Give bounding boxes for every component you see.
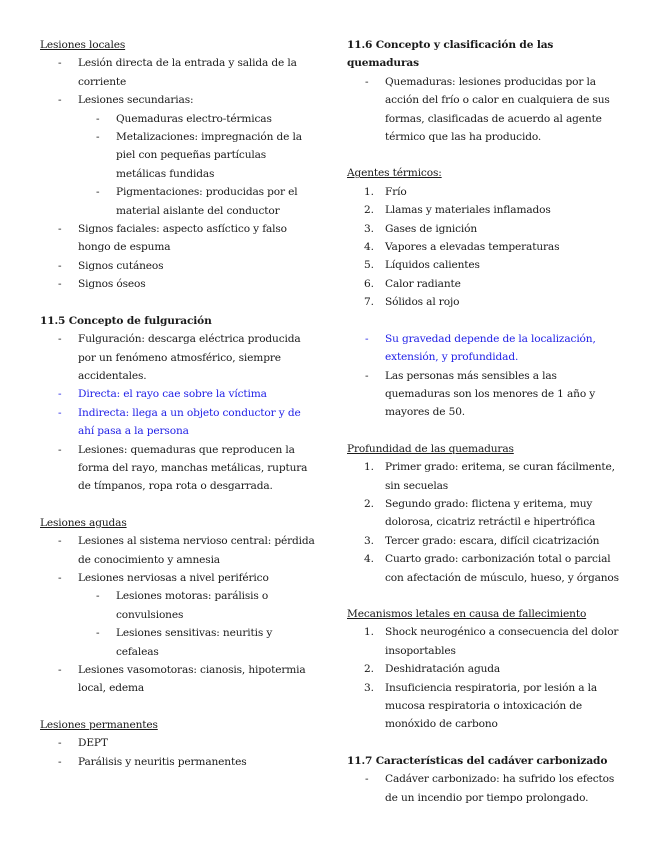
dash-bullet: - — [58, 333, 62, 346]
list-item-text: Líquidos calientes — [385, 259, 480, 272]
list-item-text: Lesiones: quemaduras que reproducen la forma del rayo, manchas metálicas, ruptura de tímpanos, ropa rota o desgarrada. — [78, 443, 308, 493]
list-profundidad — [347, 458, 622, 587]
dash-bullet: - — [365, 369, 369, 382]
list-item-text: Signos óseos — [78, 278, 146, 291]
list-item-highlighted — [347, 330, 622, 367]
number-marker: 4. — [364, 241, 374, 254]
dash-bullet: - — [58, 571, 62, 584]
numbered-item — [347, 183, 622, 201]
dash-bullet: - — [58, 259, 62, 272]
list-item-text: Shock neurogénico a consecuencia del dolor insoportables — [385, 626, 619, 657]
list-fulguracion — [40, 330, 315, 496]
number-marker: 1. — [364, 185, 374, 198]
list-item-text: Las personas más sensibles a las quemaduras son los menores de 1 año y mayores de 50. — [385, 369, 596, 419]
list-lesiones-agudas — [40, 532, 315, 698]
numbered-item — [347, 293, 622, 311]
list-quemaduras — [347, 73, 622, 147]
dash-bullet: - — [58, 406, 62, 419]
list-item-text: Directa: el rayo cae sobre la víctima — [78, 388, 267, 401]
dash-bullet: - — [96, 627, 100, 640]
list-item-text: Cuarto grado: carbonización total o parcial con afectación de músculo, hueso, y órganos — [385, 553, 619, 584]
list-item — [40, 441, 315, 496]
number-marker: 7. — [364, 296, 374, 309]
dash-bullet: - — [365, 773, 369, 786]
list-item-text: Indirecta: llega a un objeto conductor y de ahí pasa a la persona — [78, 406, 301, 438]
numbered-item — [347, 220, 622, 238]
dash-bullet: - — [96, 112, 100, 125]
dash-bullet: - — [96, 131, 100, 144]
dash-bullet: - — [365, 75, 369, 88]
list-item-text: Primer grado: eritema, se curan fácilmente, sin secuelas — [385, 461, 615, 492]
numbered-item — [347, 275, 622, 293]
section-title-lesiones-locales: Lesiones locales — [40, 39, 126, 51]
list-item — [40, 330, 315, 385]
list-item — [40, 257, 315, 275]
list-item-text: Lesiones motoras: parálisis o convulsiones — [116, 590, 269, 621]
list-item-text: Sólidos al rojo — [385, 296, 460, 309]
list-item-highlighted — [40, 404, 315, 441]
list-item-text: Quemaduras electro-térmicas — [116, 112, 272, 125]
dash-bullet: - — [58, 755, 62, 768]
dash-bullet: - — [58, 535, 62, 548]
list-agentes-notes — [347, 330, 622, 422]
number-marker: 1. — [364, 626, 374, 639]
dash-bullet: - — [58, 94, 62, 107]
list-item — [40, 569, 315, 661]
list-item-text: Lesiones secundarias: — [78, 94, 194, 107]
list-lesiones-permanentes — [40, 734, 315, 771]
list-agentes-termicos — [347, 183, 622, 312]
list-item-text: Lesión directa de la entrada y salida de la corriente — [78, 57, 297, 88]
numbered-item — [347, 201, 622, 219]
list-item-text: Fulguración: descarga eléctrica producida por un fenómeno atmosférico, siempre accidentales. — [78, 333, 301, 382]
section-title-mecanismos-letales: Mecanismos letales en causa de fallecimiento — [347, 607, 587, 620]
list-item — [40, 91, 315, 220]
dash-bullet: - — [58, 443, 62, 456]
list-item — [40, 275, 315, 293]
list-item-text: Llamas y materiales inflamados — [385, 204, 551, 217]
list-item-text: Vapores a elevadas temperaturas — [385, 241, 560, 254]
section-title-cadaver-carbonizado: 11.7 Características del cadáver carbonizado — [347, 754, 608, 767]
number-marker: 3. — [364, 681, 374, 694]
left-column — [40, 36, 315, 771]
list-item — [347, 73, 622, 147]
sub-list-item — [78, 110, 315, 128]
list-item-text: Tercer grado: escara, difícil cicatrización — [385, 534, 600, 547]
dash-bullet: - — [96, 590, 100, 603]
numbered-item — [347, 660, 622, 678]
list-item-text: Deshidratación aguda — [385, 663, 501, 676]
section-title-lesiones-agudas: Lesiones agudas — [40, 516, 127, 529]
right-column — [347, 36, 622, 807]
list-item-text: Segundo grado: flictena y eritema, muy dolorosa, cicatriz retráctil e hipertrófica — [385, 497, 596, 529]
dash-bullet: - — [365, 332, 369, 345]
dash-bullet: - — [58, 737, 62, 750]
list-mecanismos-letales — [347, 623, 622, 733]
list-item-text: Signos faciales: aspecto asfíctico y falso hongo de espuma — [78, 223, 287, 254]
list-item-text: Pigmentaciones: producidas por el material aislante del conductor — [116, 186, 298, 217]
number-marker: 3. — [364, 222, 374, 235]
list-item — [347, 367, 622, 422]
number-marker: 2. — [364, 497, 374, 510]
numbered-item — [347, 256, 622, 274]
list-item — [40, 734, 315, 752]
dash-bullet: - — [58, 223, 62, 236]
number-marker: 4. — [364, 553, 374, 566]
list-item-text: Lesiones al sistema nervioso central: pérdida de conocimiento y amnesia — [78, 535, 315, 566]
list-item — [40, 753, 315, 771]
list-item-highlighted — [40, 385, 315, 403]
numbered-item — [347, 679, 622, 734]
list-item — [40, 532, 315, 569]
list-item-text: Lesiones nerviosas a nivel periférico — [78, 571, 269, 584]
number-marker: 2. — [364, 663, 374, 676]
list-item-text: Calor radiante — [385, 277, 461, 290]
sub-list-item — [78, 128, 315, 183]
numbered-item — [347, 550, 622, 587]
number-marker: 2. — [364, 204, 374, 217]
dash-bullet: - — [96, 186, 100, 199]
number-marker: 6. — [364, 277, 374, 290]
numbered-item — [347, 532, 622, 550]
list-item — [347, 770, 622, 807]
list-item-text: Lesiones vasomotoras: cianosis, hipotermia local, edema — [78, 664, 306, 695]
dash-bullet: - — [58, 664, 62, 676]
section-title-profundidad: Profundidad de las quemaduras — [347, 442, 514, 455]
list-item-text: Frío — [385, 185, 407, 198]
number-marker: 5. — [364, 259, 374, 272]
list-item — [40, 220, 315, 257]
list-item — [40, 661, 315, 698]
numbered-item — [347, 458, 622, 495]
list-item-text: Metalizaciones: impregnación de la piel con pequeñas partículas metálicas fundidas — [116, 131, 302, 180]
list-item-text: Su gravedad depende de la localización, extensión, y profundidad. — [385, 332, 596, 364]
list-item — [40, 54, 315, 91]
sub-list-item — [78, 587, 315, 624]
sub-list-item — [78, 624, 315, 661]
list-item-text: Insuficiencia respiratoria, por lesión a la mucosa respiratoria o intoxicación de monóxido de carbono — [385, 681, 598, 731]
list-item-text: Signos cutáneos — [78, 259, 164, 272]
section-title-agentes-termicos: Agentes térmicos: — [347, 167, 442, 180]
numbered-item — [347, 495, 622, 532]
sublist-lesiones-nerviosas — [78, 587, 315, 661]
list-item-text: DEPT — [78, 737, 108, 750]
dash-bullet: - — [58, 388, 62, 401]
list-item-text: Cadáver carbonizado: ha sufrido los efectos de un incendio por tiempo prolongado. — [385, 773, 615, 804]
section-title-fulguracion: 11.5 Concepto de fulguración — [40, 314, 212, 327]
number-marker: 3. — [364, 534, 374, 547]
sublist-lesiones-secundarias — [78, 110, 315, 220]
numbered-item — [347, 623, 622, 660]
dash-bullet: - — [58, 278, 62, 291]
number-marker: 1. — [364, 461, 374, 474]
sub-list-item — [78, 183, 315, 220]
dash-bullet: - — [58, 57, 62, 70]
section-title-lesiones-permanentes: Lesiones permanentes — [40, 718, 158, 731]
list-lesiones-locales — [40, 54, 315, 293]
list-item-text: Gases de ignición — [385, 222, 478, 235]
list-item-text: Quemaduras: lesiones producidas por la acción del frío o calor en cualquiera de sus formas, clasificadas de acuerdo al agente térmico que las ha producido. — [385, 75, 610, 144]
list-item-text: Lesiones sensitivas: neuritis y cefaleas — [116, 627, 273, 658]
list-item-text: Parálisis y neuritis permanentes — [78, 755, 247, 768]
section-title-quemaduras: 11.6 Concepto y clasificación de las quemaduras — [347, 39, 554, 70]
numbered-item — [347, 238, 622, 256]
list-cadaver-carbonizado — [347, 770, 622, 807]
